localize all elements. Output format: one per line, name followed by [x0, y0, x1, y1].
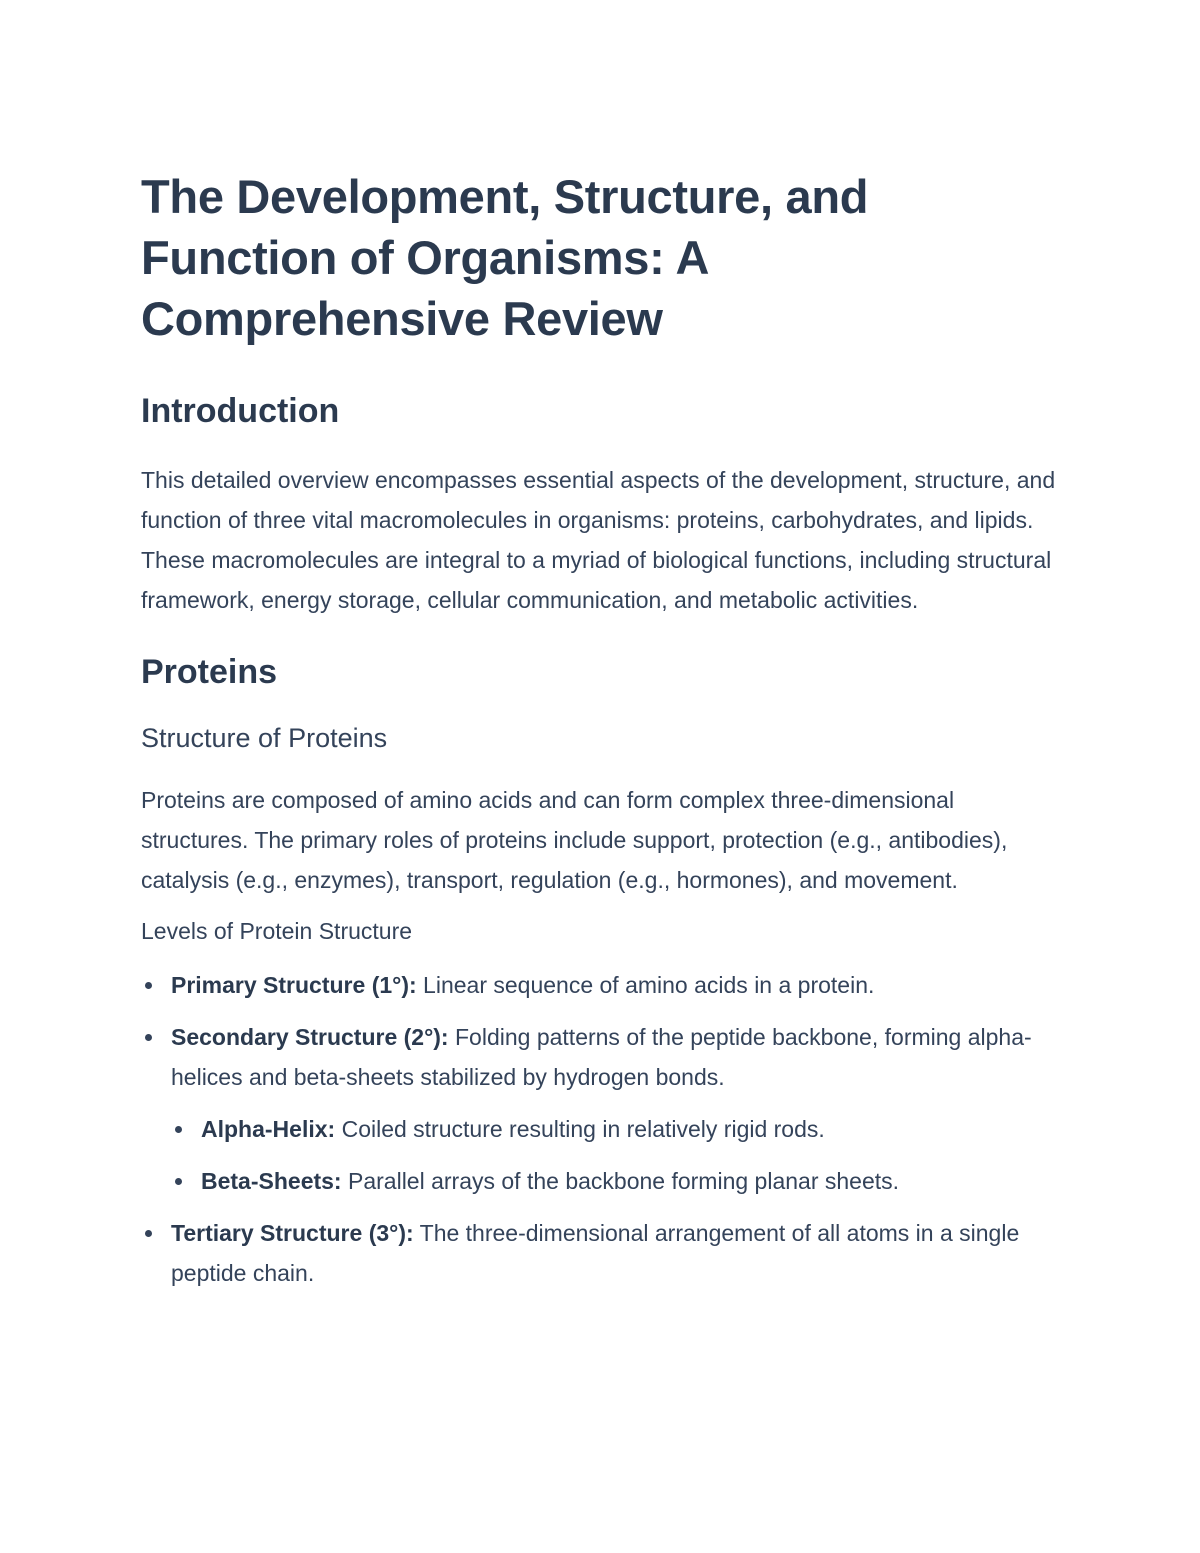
list-item-primary-structure	[141, 965, 1061, 1005]
beta-sheets-desc: Parallel arrays of the backbone forming planar sheets.	[341, 1168, 900, 1194]
secondary-structure-sublist	[171, 1109, 1061, 1201]
list-item-tertiary-structure	[141, 1213, 1061, 1293]
alpha-helix-term: Alpha-Helix:	[201, 1116, 336, 1142]
tertiary-structure-term: Tertiary Structure (3°):	[171, 1220, 414, 1246]
levels-of-protein-structure-heading: Levels of Protein Structure	[141, 918, 413, 944]
alpha-helix-desc: Coiled structure resulting in relatively rigid rods.	[335, 1116, 825, 1142]
beta-sheets-term: Beta-Sheets:	[201, 1168, 342, 1194]
secondary-structure-desc: Folding patterns of the peptide backbone, forming alpha-helices and beta-sheets stabilized by hydrogen bonds.	[171, 1024, 1032, 1090]
structure-of-proteins-paragraph: Proteins are composed of amino acids and can form complex three-dimensional structures. The primary roles of proteins include support, protection (e.g., antibodies), catalysis (e.g., enzymes), transport, regulation (e.g., hormones), and movement.	[141, 787, 1008, 893]
primary-structure-term: Primary Structure (1°):	[171, 972, 417, 998]
list-item-alpha-helix	[171, 1109, 1061, 1149]
introduction-heading: Introduction	[141, 392, 340, 430]
secondary-structure-term: Secondary Structure (2°):	[171, 1024, 449, 1050]
tertiary-structure-desc: The three-dimensional arrangement of all atoms in a single peptide chain.	[171, 1220, 1020, 1286]
introduction-paragraph: This detailed overview encompasses essential aspects of the development, structure, and function of three vital macromolecules in organisms: proteins, carbohydrates, and lipids. These macromolecules are integral to a myriad of biological functions, including structural framework, energy storage, cellular communication, and metabolic activities.	[141, 467, 1056, 613]
structure-of-proteins-heading: Structure of Proteins	[141, 723, 388, 753]
document-title: The Development, Structure, and Function of Organisms: A Comprehensive Review	[141, 170, 869, 345]
proteins-heading: Proteins	[141, 653, 278, 691]
list-item-beta-sheets	[171, 1161, 1061, 1201]
protein-levels-list	[141, 965, 1061, 1293]
document-page	[141, 166, 1061, 1305]
primary-structure-desc: Linear sequence of amino acids in a protein.	[416, 972, 875, 998]
list-item-secondary-structure	[141, 1017, 1061, 1201]
